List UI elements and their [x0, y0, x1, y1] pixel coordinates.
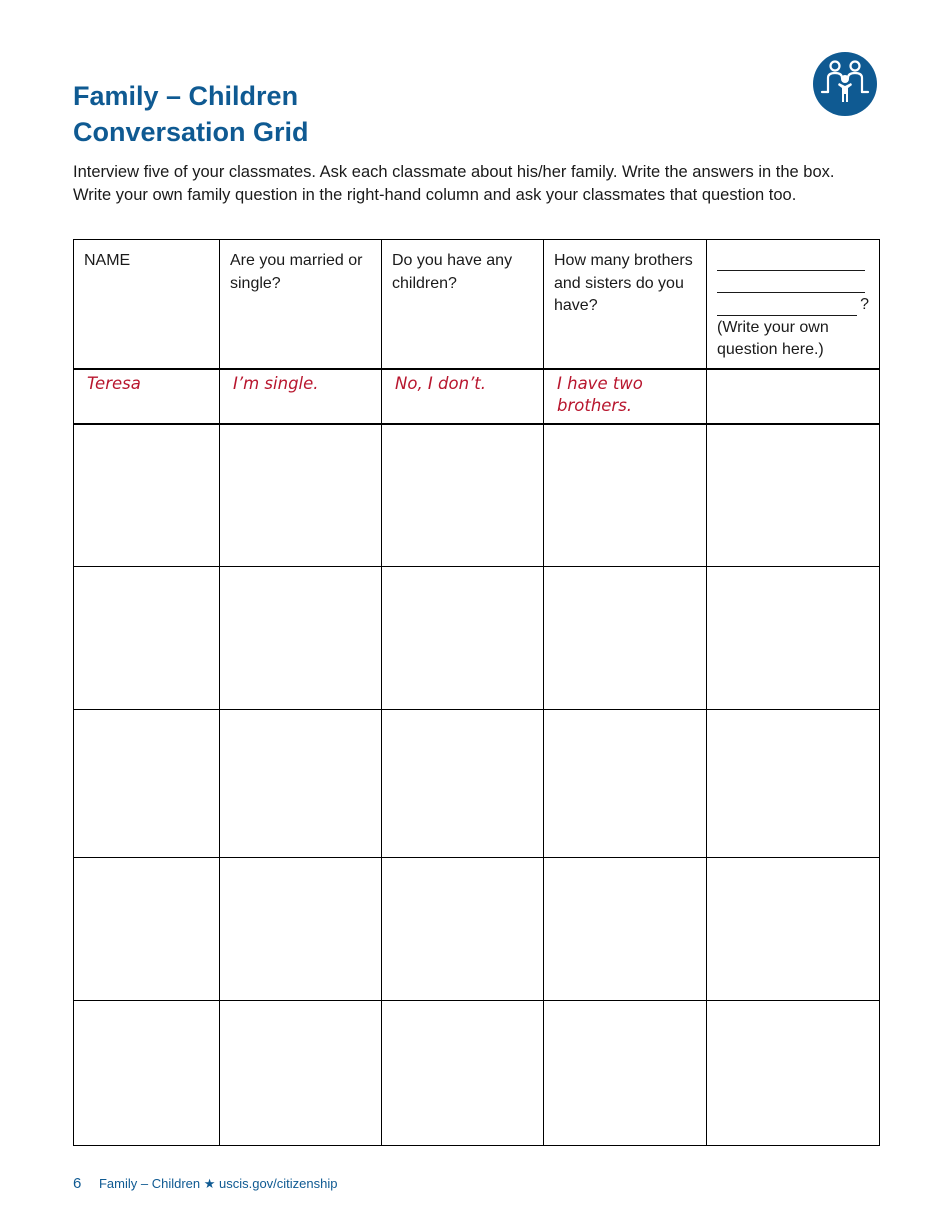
- page-title-line1: Family – Children: [73, 81, 299, 111]
- header-name-label: NAME: [84, 252, 131, 269]
- question-blank-line[interactable]: [717, 294, 869, 317]
- own-question-instruction: (Write your own question here.): [717, 318, 829, 358]
- header-siblings: [544, 240, 707, 369]
- footer-text: Family – Children ★ uscis.gov/citizenship: [98, 1176, 338, 1191]
- answer-cell[interactable]: [74, 1001, 220, 1146]
- answer-cell[interactable]: [707, 1001, 880, 1146]
- page-footer: [73, 1175, 338, 1192]
- header-married-label: Are you married or single?: [230, 252, 363, 292]
- example-cell: [382, 369, 544, 424]
- example-own-answer: [707, 370, 879, 373]
- answer-cell[interactable]: [707, 424, 880, 567]
- answer-row-3: [74, 710, 880, 858]
- question-blank-line[interactable]: [717, 249, 869, 272]
- answer-cell[interactable]: [544, 710, 707, 858]
- answer-cell[interactable]: [707, 858, 880, 1001]
- answer-cell[interactable]: [544, 1001, 707, 1146]
- answer-cell[interactable]: [544, 424, 707, 567]
- answer-cell[interactable]: [707, 567, 880, 710]
- answer-cell[interactable]: [220, 424, 382, 567]
- answer-cell[interactable]: [220, 710, 382, 858]
- example-row: [74, 369, 880, 424]
- page-title-line2: Conversation Grid: [73, 117, 309, 147]
- example-married: I’m single.: [233, 373, 319, 393]
- answer-cell[interactable]: [220, 567, 382, 710]
- answer-cell[interactable]: [220, 1001, 382, 1146]
- answer-cell[interactable]: [74, 567, 220, 710]
- header-name: [74, 240, 220, 369]
- answer-cell[interactable]: [382, 858, 544, 1001]
- answer-cell[interactable]: [544, 567, 707, 710]
- example-siblings: I have two brothers.: [557, 373, 643, 415]
- answer-row-4: [74, 858, 880, 1001]
- page-number: 6: [73, 1175, 82, 1192]
- answer-cell[interactable]: [74, 424, 220, 567]
- example-cell: [220, 369, 382, 424]
- header-siblings-label: How many brothers and sisters do you have?: [554, 252, 693, 314]
- answer-cell[interactable]: [382, 567, 544, 710]
- example-name: Teresa: [87, 373, 141, 393]
- header-married: [220, 240, 382, 369]
- answer-cell[interactable]: [382, 424, 544, 567]
- header-row: [74, 240, 880, 369]
- answer-cell[interactable]: [544, 858, 707, 1001]
- header-children: [382, 240, 544, 369]
- example-cell: [74, 369, 220, 424]
- answer-cell[interactable]: [707, 710, 880, 858]
- page-title: [73, 78, 309, 150]
- header-own-question: [707, 240, 880, 369]
- example-cell: [707, 369, 880, 424]
- header-children-label: Do you have any children?: [392, 252, 513, 292]
- question-mark: ?: [860, 296, 869, 313]
- answer-cell[interactable]: [220, 858, 382, 1001]
- example-cell: [544, 369, 707, 424]
- example-children: No, I don’t.: [395, 373, 487, 393]
- answer-row-5: [74, 1001, 880, 1146]
- answer-row-2: [74, 567, 880, 710]
- answer-cell[interactable]: [74, 858, 220, 1001]
- answer-row-1: [74, 424, 880, 567]
- answer-cell[interactable]: [382, 1001, 544, 1146]
- conversation-grid: [73, 239, 880, 1146]
- answer-cell[interactable]: [74, 710, 220, 858]
- answer-cell[interactable]: [382, 710, 544, 858]
- family-icon: [813, 52, 877, 116]
- question-blank-line[interactable]: [717, 272, 869, 295]
- instructions: Interview five of your classmates. Ask each classmate about his/her family. Write the answers in the box. Write your own family question in the right-hand column and ask your classmates that question too.: [73, 163, 835, 204]
